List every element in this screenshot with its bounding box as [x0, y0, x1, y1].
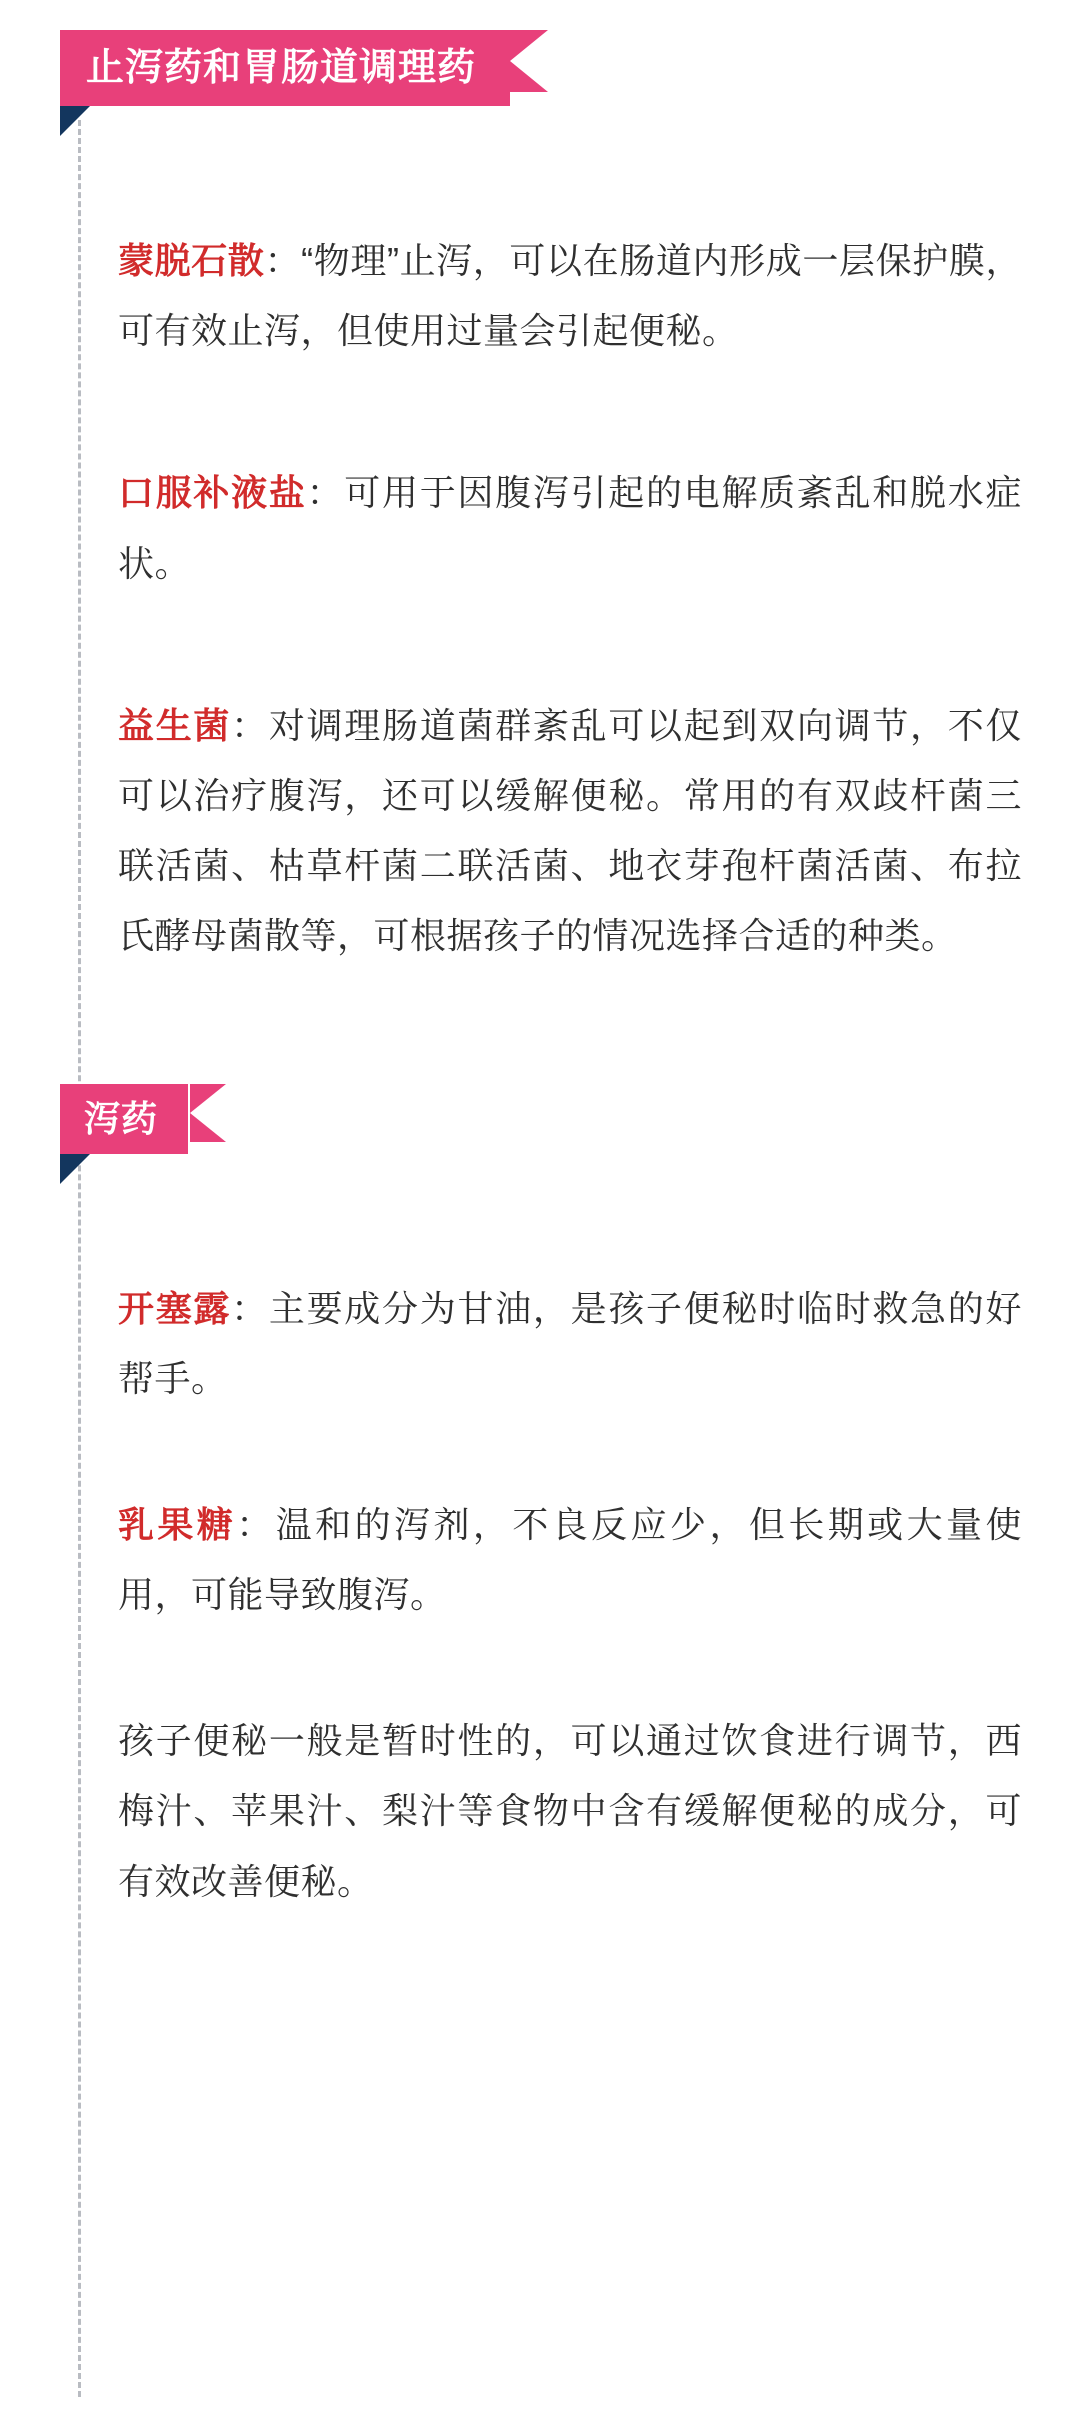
term-separator: ： [231, 704, 269, 746]
paragraph-text: 可用于因腹泻引起的电解质紊乱和脱水症状。 [118, 472, 1022, 584]
section-banner-laxative [0, 1084, 1080, 1154]
term-label: 口服补液盐 [118, 472, 307, 514]
section-banner-antidiarrheal [0, 30, 1080, 106]
spacer [0, 1154, 1080, 1274]
term-label: 蒙脱石散 [118, 240, 265, 281]
banner-fold-icon [60, 1154, 90, 1184]
paragraph-text: 主要成分为甘油，是孩子便秘时临时救急的好帮手。 [118, 1287, 1022, 1399]
section-banner-label: 泻药 [60, 1084, 188, 1154]
paragraph-group-laxative [0, 1274, 1080, 1917]
paragraph-diet-advice [118, 1706, 1022, 1917]
paragraph-ors [118, 458, 1022, 598]
spacer [118, 1414, 1022, 1490]
spacer [0, 106, 1080, 226]
paragraph-glycerin-enema [118, 1274, 1022, 1414]
term-label: 乳果糖 [118, 1503, 237, 1545]
paragraph-text: 对调理肠道菌群紊乱可以起到双向调节，不仅可以治疗腹泻，还可以缓解便秘。常用的有双歧杆菌三联活菌、枯草杆菌二联活菌、地衣芽孢杆菌活菌、布拉氏酵母菌散等，可根据孩子的情况选择合适的种类。 [118, 704, 1022, 957]
paragraph-text: “物理”止泻，可以在肠道内形成一层保护膜，可有效止泻，但使用过量会引起便秘。 [118, 240, 1022, 352]
paragraph-montmorillonite [118, 226, 1022, 366]
spacer [118, 1630, 1022, 1706]
paragraph-group-antidiarrheal [0, 226, 1080, 972]
paragraph-probiotics [118, 691, 1022, 972]
article-content [0, 30, 1080, 1917]
term-label: 开塞露 [118, 1287, 232, 1329]
paragraph-lactulose [118, 1490, 1022, 1630]
banner-fold-icon [60, 106, 90, 136]
term-label: 益生菌 [118, 704, 232, 746]
spacer [0, 972, 1080, 1084]
paragraph-text: 温和的泻剂，不良反应少，但长期或大量使用，可能导致腹泻。 [118, 1503, 1022, 1616]
term-separator: ： [231, 1287, 269, 1329]
spacer [118, 366, 1022, 458]
term-separator: ： [306, 472, 345, 514]
term-separator: ： [236, 1503, 276, 1545]
spacer [118, 599, 1022, 691]
term-separator: ： [264, 240, 302, 281]
section-banner-label: 止泻药和胃肠道调理药 [60, 30, 510, 106]
paragraph-text: 孩子便秘一般是暂时性的，可以通过饮食进行调节，西梅汁、苹果汁、梨汁等食物中含有缓解便秘的成分，可有效改善便秘。 [118, 1720, 1022, 1902]
